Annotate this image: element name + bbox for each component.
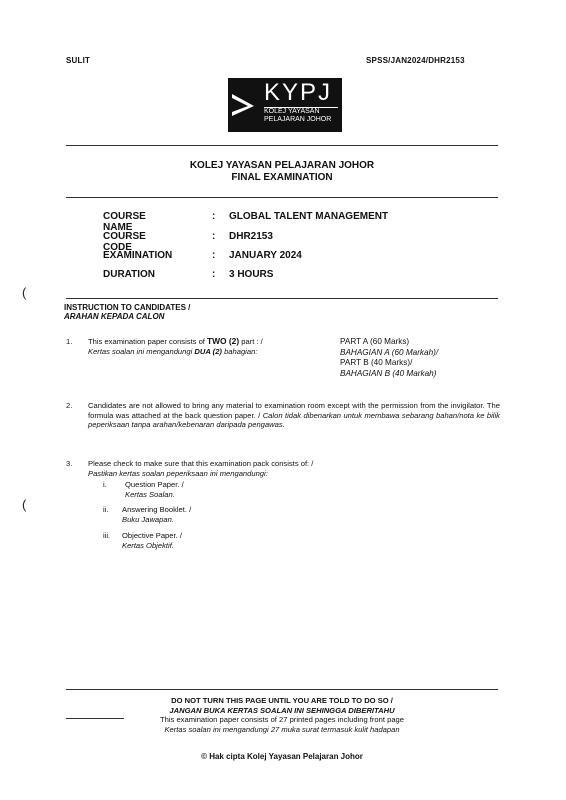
part-a: PART A (60 Marks) [340,337,410,346]
sub-item-number: ii. [103,505,109,514]
item1-text: This examination paper consists of TWO (2) part : / Kertas soalan ini mengandungi DUA (2) bahagian: [88,336,263,356]
scan-mark: ( [22,497,27,512]
copyright: © Hak cipta Kolej Yayasan Pelajaran Johor [201,752,363,761]
footer-pages-ms: Kertas soalan ini mengandungi 27 muka surat termasuk kulit hadapan [164,724,400,734]
footer-divider [66,689,498,690]
footer-underline [66,718,124,719]
sub-item-number: iii. [103,531,111,540]
instructions-title-ms: ARAHAN KEPADA CALON [64,312,165,321]
logo-divider [264,107,338,108]
course-value: GLOBAL TALENT MANAGEMENT [229,211,389,222]
course-divider [66,298,498,299]
item1-parts [340,337,500,379]
course-value: JANUARY 2024 [229,250,302,261]
exam-title: FINAL EXAMINATION [231,172,333,183]
footer-block [66,696,498,734]
instructions-title: INSTRUCTION TO CANDIDATES / ARAHAN KEPADA CALON [64,303,191,321]
logo-line1: KOLEJ YAYASAN [264,108,320,115]
header-right: SPSS/JAN2024/DHR2153 [366,56,465,65]
sub-item: Question Paper. / Kertas Soalan. [125,480,184,499]
footer-pages: This examination paper consists of 27 printed pages including front page [160,715,404,725]
scan-mark: ( [22,285,27,300]
course-label: COURSE CODE [103,231,146,253]
course-label: COURSE NAME [103,211,146,233]
top-divider [66,145,498,146]
item3-text: Please check to make sure that this examination pack consists of: / Pastikan kertas soalan peperiksaan ini mengandungi: [88,459,314,478]
course-label: EXAMINATION [103,250,173,261]
sub-item: Objective Paper. / Kertas Objektif. [122,531,182,550]
part-b-ms: BAHAGIAN B (40 Markah) [340,368,437,378]
part-a-ms: BAHAGIAN A (60 Markah)/ [340,347,439,357]
logo-line2: PELAJARAN JOHOR [264,116,332,123]
footer-warning-ms: JANGAN BUKA KERTAS SOALAN INI SEHINGGA DIBERITAHU [169,705,395,715]
course-label: DURATION [103,269,156,280]
title-divider [66,197,498,198]
sub-item: Answering Booklet. / Buku Jawapan. [122,505,192,524]
item-number: 1. [66,337,73,346]
college-logo [228,78,342,132]
item-number: 2. [66,401,73,410]
college-title: KOLEJ YAYASAN PELAJARAN JOHOR [189,160,375,171]
item-number: 3. [66,459,73,468]
footer-warning: DO NOT TURN THIS PAGE UNTIL YOU ARE TOLD TO DO SO / [171,696,393,705]
logo-title: KYPJ [264,79,333,106]
part-b: PART B (40 Marks)/ [340,358,413,368]
course-value: 3 HOURS [229,269,274,280]
item2-text: Candidates are not allowed to bring any material to examination room except with the permission from the invigilator. The formula was attached at the back question paper. / Calon tidak dibenarkan untuk membawa sebarang bahan/nota ke bilik peperiksaan tanpa arahan/kebenaran daripada pengawas. [88,401,500,430]
sub-item-number: i. [103,480,107,489]
course-value: DHR2153 [229,231,273,242]
header-left: SULIT [66,56,91,65]
